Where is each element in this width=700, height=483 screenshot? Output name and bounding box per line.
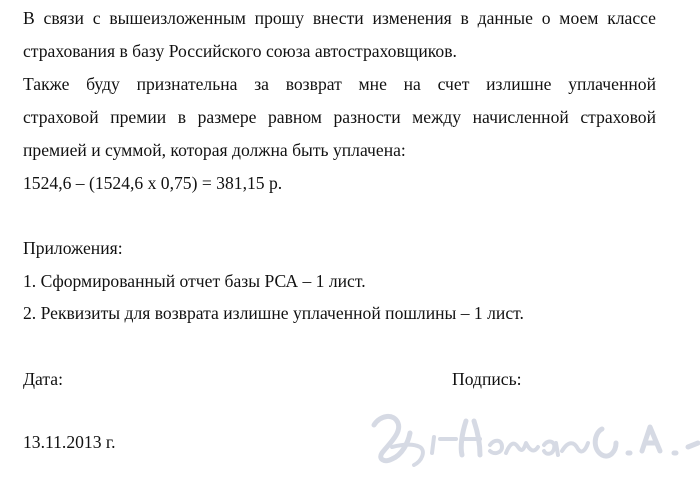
date-value: 13.11.2013 г. — [23, 432, 116, 452]
signature-label: Подпись: — [452, 369, 522, 389]
handwritten-signature-icon — [362, 403, 700, 483]
body-line-5: премией и суммой, которая должна быть уплачена: — [23, 140, 406, 160]
body-line-2: страхования в базу Российского союза автостраховщиков. — [23, 41, 457, 61]
body-line-4: страховой премии в размере равном разности между начисленной страховой — [23, 107, 656, 127]
date-label: Дата: — [23, 369, 63, 389]
calculation-line: 1524,6 – (1524,6 х 0,75) = 381,15 р. — [23, 173, 283, 193]
attachments-heading: Приложения: — [23, 238, 123, 258]
body-line-3: Также буду признательна за возврат мне на счет излишне уплаченной — [23, 74, 656, 94]
body-line-1: В связи с вышеизложенным прошу внести изменения в данные о моем классе — [23, 8, 656, 28]
attachment-item-2: 2. Реквизиты для возврата излишне уплаченной пошлины – 1 лист. — [23, 303, 524, 323]
attachment-item-1: 1. Сформированный отчет базы РСА – 1 лист. — [23, 271, 366, 291]
